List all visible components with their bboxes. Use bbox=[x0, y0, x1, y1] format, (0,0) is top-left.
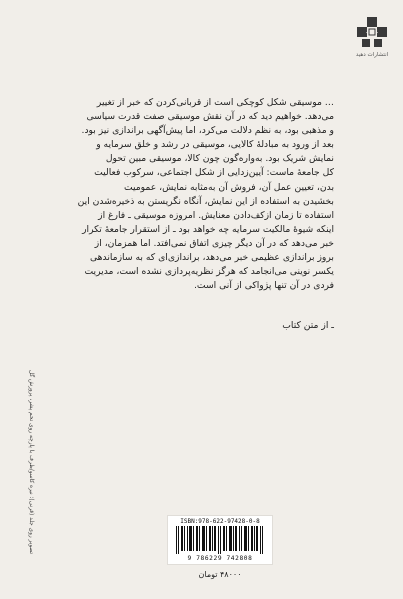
blurb-line: می‌دهد. خواهیم دید که در آن نقش موسیقی صفت قدرت سیاسی bbox=[86, 111, 334, 123]
blurb-line: بدن، تعیین عمل آن، فروش آن به‌مثابه نمایش، عمومیت bbox=[123, 181, 334, 193]
isbn-digits: 9 786229 742808 bbox=[187, 555, 253, 562]
barcode-icon bbox=[176, 526, 264, 554]
blurb-line: … موسیقی شکل کوچکی است از قربانی‌کردن که خبر از تغییر bbox=[96, 97, 334, 108]
isbn-label: ISBN:978-622-97428-0-8 bbox=[180, 518, 260, 525]
blurb-line: بعد از ورود به مبادلهٔ کالایی، موسیقی در رشد و خلق سرمایه و bbox=[96, 139, 334, 151]
blurb-line: نمایش شریک بود. به‌واره‌گون چون کالا، موسیقی مبین تحول bbox=[105, 153, 334, 165]
blurb-line: یکسر نوینی می‌انجامد که هرگز نظریه‌پردازی نشده است، مدیریت bbox=[84, 266, 334, 278]
blurb-line: بروز براندازی عظیمی خبر می‌دهد، براندازی‌ای که به سازماندهی bbox=[90, 252, 334, 264]
price-label: ۴۸۰۰۰ تومان bbox=[198, 570, 242, 579]
blurb-line: خبر می‌دهد که در آن دیگر چیزی اتفاق نمی‌افتد. اما همزمان، از bbox=[94, 237, 334, 249]
star-grid-logo-icon bbox=[356, 16, 388, 50]
blurb-line: استفاده تا زمان ازکف‌دادن معنایش. امروزه موسیقی ـ فارغ از bbox=[98, 209, 334, 221]
blurb-text bbox=[72, 96, 334, 293]
blurb-line: و مذهبی بود، به نظم دلالت می‌کرد، اما پیش‌آگهی براندازی نیز بود. bbox=[81, 125, 334, 137]
cover-image-credit bbox=[28, 370, 40, 590]
blurb-line: اینکه شیوهٔ مالکیت سرمایه چه خواهد بود ـ از استقرار جامعهٔ تکرار bbox=[82, 223, 334, 235]
publisher-name: انتشارات دهید bbox=[355, 52, 389, 58]
blurb-source: ـ از متن کتاب bbox=[282, 320, 334, 331]
blurb-line: فردی در آن تنها پژواکی از آنی است. bbox=[194, 280, 334, 292]
cover-image-credit-text: تصویر روی جلد (قرنی): نیره کاسو/ظرف با پارچه روی تخم پشر، پرورش گل bbox=[28, 370, 34, 554]
isbn-barcode-box bbox=[167, 515, 273, 565]
blurb-line: بخشیدن به استفاده از این نمایش، آنگاه نگریستن به ذخیره‌شدن این bbox=[77, 195, 334, 207]
publisher-logo bbox=[350, 16, 394, 72]
blurb-line: کل جامعهٔ ماست: آیین‌زدایی از شکل اجتماعی، سرکوب فعالیت bbox=[94, 167, 334, 179]
